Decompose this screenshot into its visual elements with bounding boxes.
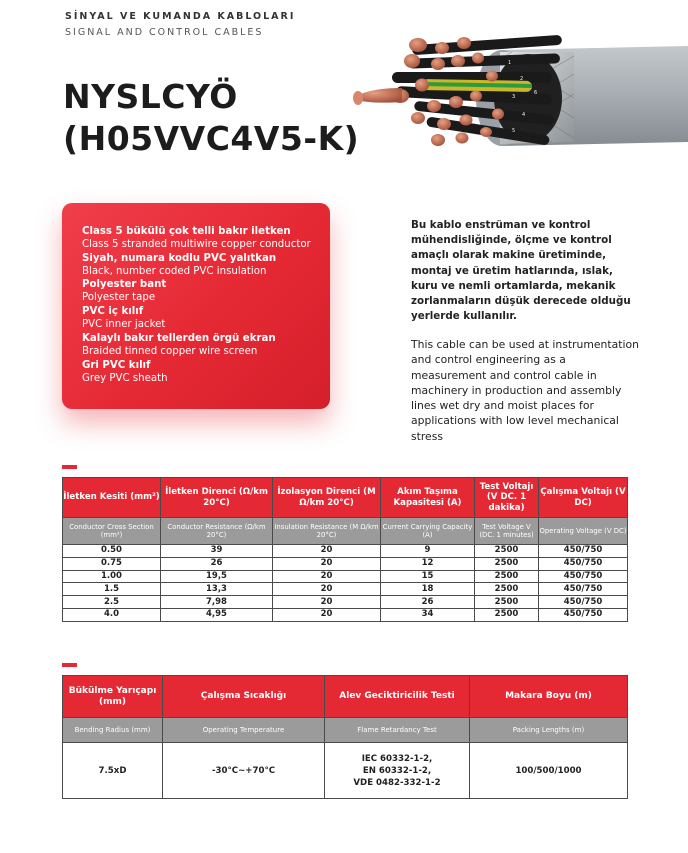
flame-test-line: IEC 60332-1-2, xyxy=(361,753,433,764)
packing-length-cell: 100/500/1000 xyxy=(470,743,628,799)
table-cell: 20 xyxy=(273,570,381,583)
feature-tr: Class 5 bükülü çok telli bakır iletken xyxy=(82,226,291,237)
electrical-specs-table xyxy=(62,477,628,622)
operating-temperature-cell: -30°C~+70°C xyxy=(163,743,325,799)
feature-tr: Kalaylı bakır tellerden örgü ekran xyxy=(82,332,276,344)
table-cell: 26 xyxy=(381,596,475,609)
table-row xyxy=(63,545,628,558)
table-cell: 2500 xyxy=(475,583,539,596)
table-cell: 18 xyxy=(381,583,475,596)
flame-test-line: EN 60332-1-2, xyxy=(362,765,432,776)
product-title xyxy=(63,76,359,160)
svg-text:6: 6 xyxy=(534,90,538,96)
feature-item xyxy=(82,252,320,279)
section-marker xyxy=(62,663,77,667)
product-title-line1: NYSLCYÖ xyxy=(63,77,238,116)
header-cell: Alev Geciktiricilik Testi xyxy=(325,676,470,718)
cable-illustration xyxy=(352,34,688,160)
feature-item xyxy=(82,359,320,386)
table-cell: 26 xyxy=(161,557,273,570)
feature-tr: Siyah, numara kodlu PVC yalıtkan xyxy=(82,252,277,264)
table-cell: 19,5 xyxy=(161,570,273,583)
feature-tr: Gri PVC kılıf xyxy=(82,359,151,371)
flame-test-line: VDE 0482-332-1-2 xyxy=(353,777,441,788)
table-cell: 20 xyxy=(273,583,381,596)
header-cell: İletken Direnci (Ω/km 20°C) xyxy=(161,478,273,518)
subheader-cell: Test Voltage V (DC. 1 minutes) xyxy=(475,518,539,545)
table-row xyxy=(63,596,628,609)
table-cell: 0.50 xyxy=(63,545,161,558)
table-cell: 1.00 xyxy=(63,570,161,583)
table-cell: 12 xyxy=(381,557,475,570)
header-cell: İzolasyon Direnci (M Ω/km 20°C) xyxy=(273,478,381,518)
table-cell: 2.5 xyxy=(63,596,161,609)
flame-test-cell xyxy=(325,743,470,799)
table-cell: 2500 xyxy=(475,557,539,570)
feature-en: Braided tinned copper wire screen xyxy=(82,345,258,357)
table-cell: 450/750 xyxy=(539,583,628,596)
feature-box xyxy=(62,203,330,409)
table-row xyxy=(63,557,628,570)
table-cell: 1.5 xyxy=(63,583,161,596)
table-header-row-tr xyxy=(63,676,628,718)
table-cell: 2500 xyxy=(475,608,539,621)
table-cell: 450/750 xyxy=(539,545,628,558)
table-cell: 9 xyxy=(381,545,475,558)
subheader-cell: Conductor Resistance (Ω/km 20°C) xyxy=(161,518,273,545)
description-en: This cable can be used at instrumentation and control engineering as a measurement and control cable in machinery in production and assembly lines wet dry and moist places for applications with low level mechanical stress xyxy=(411,338,639,443)
subheader-cell: Insulation Resistance (M Ω/km 20°C) xyxy=(273,518,381,545)
header-cell: Bükülme Yarıçapı (mm) xyxy=(63,676,163,718)
table-cell: 450/750 xyxy=(539,596,628,609)
table-cell: 2500 xyxy=(475,596,539,609)
feature-en: Class 5 stranded multiwire copper conductor xyxy=(82,239,311,250)
table-cell: 450/750 xyxy=(539,570,628,583)
subheader-cell: Flame Retardancy Test xyxy=(325,718,470,743)
feature-item xyxy=(82,305,320,332)
table-cell: 0.75 xyxy=(63,557,161,570)
subheader-cell: Current Carrying Capacity (A) xyxy=(381,518,475,545)
table-cell: 2500 xyxy=(475,545,539,558)
category-title-en: SIGNAL AND CONTROL CABLES xyxy=(65,27,264,38)
section-marker xyxy=(62,465,77,469)
subheader-cell: Conductor Cross Section (mm²) xyxy=(63,518,161,545)
table-cell: 20 xyxy=(273,557,381,570)
subheader-cell: Packing Lengths (m) xyxy=(470,718,628,743)
subheader-cell: Operating Temperature xyxy=(163,718,325,743)
header-cell: Test Voltajı (V DC. 1 dakika) xyxy=(475,478,539,518)
header-cell: Çalışma Sıcaklığı xyxy=(163,676,325,718)
mechanical-specs-table xyxy=(62,675,628,799)
table-cell: 20 xyxy=(273,596,381,609)
subheader-cell: Operating Voltage (V DC) xyxy=(539,518,628,545)
feature-en: Polyester tape xyxy=(82,292,156,304)
feature-en: PVC inner jacket xyxy=(82,319,166,331)
description-tr: Bu kablo enstrüman ve kontrol mühendisliğinde, ölçme ve kontrol amaçlı olarak makine üretiminde, montaj ve üretim hatlarında, ıslak, kuru ve nemli ortamlarda, mekanik zorlanmaların düşük derecede olduğu yerlerde kullanılır. xyxy=(411,219,631,323)
table-cell: 4.0 xyxy=(63,608,161,621)
category-title-tr: SİNYAL VE KUMANDA KABLOLARI xyxy=(65,11,296,22)
table-cell: 39 xyxy=(161,545,273,558)
table-cell: 7,98 xyxy=(161,596,273,609)
feature-item xyxy=(82,278,320,305)
feature-item xyxy=(82,332,320,359)
svg-text:5: 5 xyxy=(512,128,516,134)
table-cell: 20 xyxy=(273,608,381,621)
table-cell: 34 xyxy=(381,608,475,621)
table-row xyxy=(63,583,628,596)
svg-text:3: 3 xyxy=(512,94,516,100)
header-cell: Akım Taşıma Kapasitesi (A) xyxy=(381,478,475,518)
table-header-row-tr xyxy=(63,478,628,518)
svg-text:2: 2 xyxy=(520,76,524,82)
table-cell: 4,95 xyxy=(161,608,273,621)
feature-en: Black, number coded PVC insulation xyxy=(82,265,267,277)
table-header-row-en xyxy=(63,718,628,743)
header-cell: Çalışma Voltajı (V DC) xyxy=(539,478,628,518)
feature-tr: PVC iç kılıf xyxy=(82,306,144,318)
table-header-row-en xyxy=(63,518,628,545)
product-title-line2: (H05VVC4V5-K) xyxy=(63,119,360,158)
svg-text:4: 4 xyxy=(522,112,526,118)
table-row xyxy=(63,608,628,621)
svg-text:1: 1 xyxy=(508,60,512,66)
feature-en: Grey PVC sheath xyxy=(82,372,168,384)
table-cell: 450/750 xyxy=(539,557,628,570)
table-row xyxy=(63,570,628,583)
table-cell: 20 xyxy=(273,545,381,558)
bending-radius-cell: 7.5xD xyxy=(63,743,163,799)
header-cell: Makara Boyu (m) xyxy=(470,676,628,718)
table-cell: 13,3 xyxy=(161,583,273,596)
table-cell: 15 xyxy=(381,570,475,583)
feature-item xyxy=(82,225,320,252)
subheader-cell: Bending Radius (mm) xyxy=(63,718,163,743)
feature-tr: Polyester bant xyxy=(82,279,167,291)
table-cell: 2500 xyxy=(475,570,539,583)
header-cell: İletken Kesiti (mm²) xyxy=(63,478,161,518)
table-row xyxy=(63,743,628,799)
table-cell: 450/750 xyxy=(539,608,628,621)
